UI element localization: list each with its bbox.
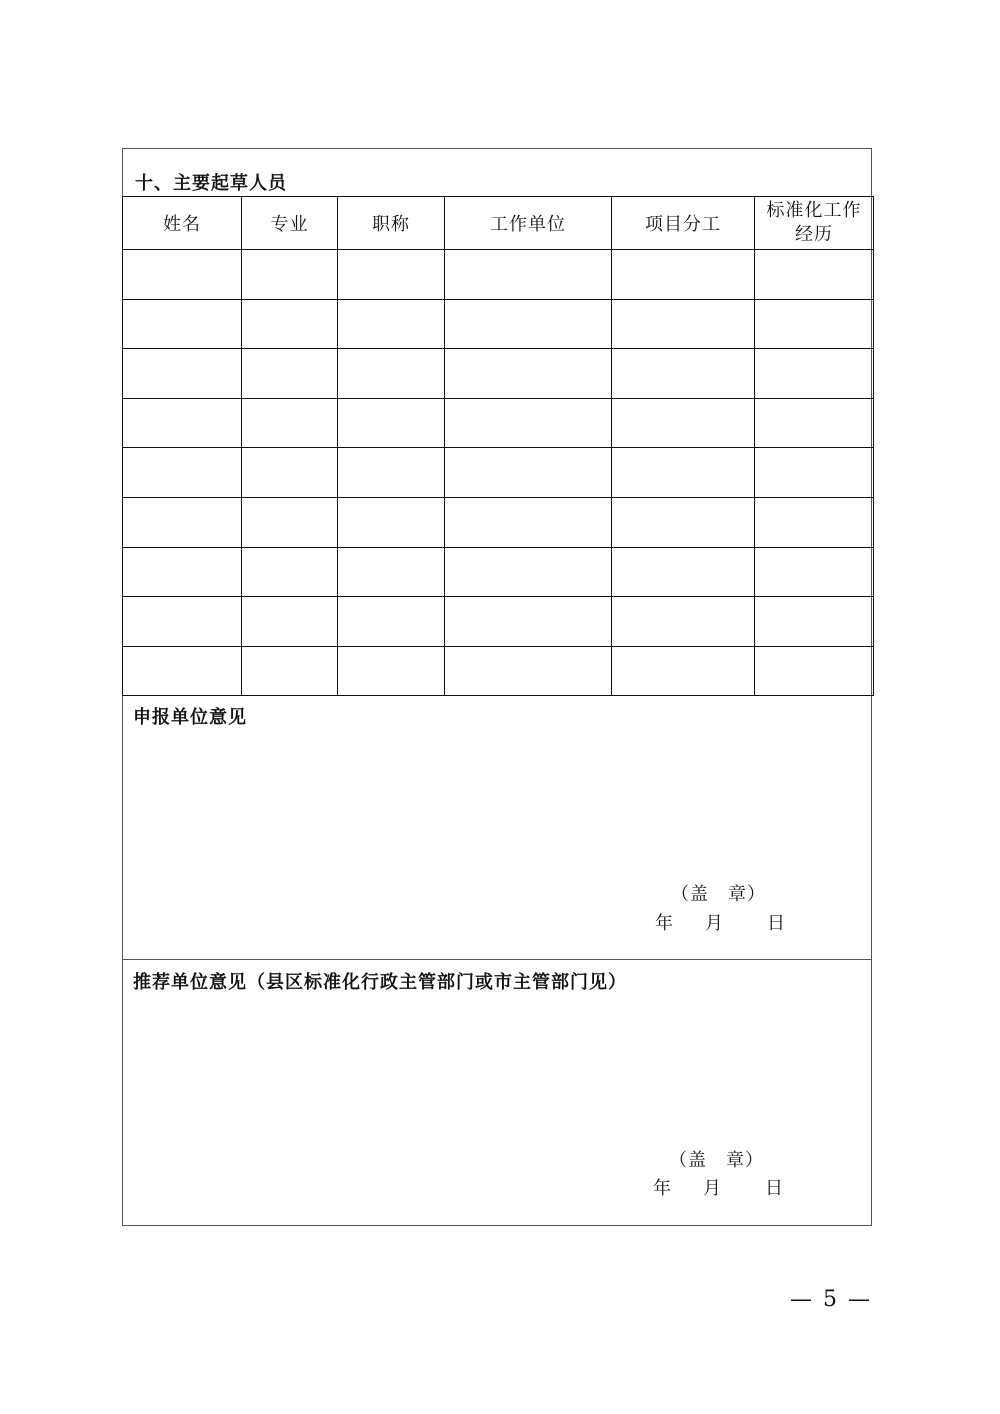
cell[interactable]	[242, 646, 338, 696]
cell[interactable]	[612, 448, 755, 498]
applicant-opinion-title: 申报单位意见	[133, 707, 247, 728]
header-name: 姓名	[123, 197, 242, 250]
cell[interactable]	[445, 448, 612, 498]
cell[interactable]	[123, 250, 242, 300]
cell[interactable]	[612, 299, 755, 349]
cell[interactable]	[242, 349, 338, 399]
month-label: 月	[705, 913, 723, 934]
day-label: 日	[767, 913, 785, 934]
cell[interactable]	[612, 547, 755, 597]
header-experience-line1: 标准化工作	[766, 200, 862, 221]
cell[interactable]	[242, 547, 338, 597]
year-label: 年	[653, 1178, 671, 1199]
cell[interactable]	[338, 646, 445, 696]
table-row	[123, 597, 874, 647]
table-row	[123, 448, 874, 498]
table-row	[123, 398, 874, 448]
table-row	[123, 547, 874, 597]
applicant-seal-label: （盖 章）	[671, 884, 766, 905]
recommender-opinion-section[interactable]	[123, 960, 871, 1226]
cell[interactable]	[612, 349, 755, 399]
cell[interactable]	[338, 398, 445, 448]
cell[interactable]	[242, 398, 338, 448]
recommender-opinion-title: 推荐单位意见（县区标准化行政主管部门或市主管部门见）	[133, 972, 627, 993]
header-project-role: 项目分工	[612, 197, 755, 250]
cell[interactable]	[445, 497, 612, 547]
year-label: 年	[655, 913, 673, 934]
cell[interactable]	[242, 497, 338, 547]
table-row	[123, 349, 874, 399]
cell[interactable]	[242, 597, 338, 647]
cell[interactable]	[123, 349, 242, 399]
cell[interactable]	[755, 547, 874, 597]
cell[interactable]	[445, 299, 612, 349]
cell[interactable]	[123, 398, 242, 448]
table-header-row	[123, 197, 874, 250]
header-standardization-experience	[755, 197, 874, 250]
drafters-table	[122, 196, 874, 696]
cell[interactable]	[445, 597, 612, 647]
cell[interactable]	[123, 299, 242, 349]
cell[interactable]	[123, 547, 242, 597]
cell[interactable]	[612, 398, 755, 448]
cell[interactable]	[338, 349, 445, 399]
table-row	[123, 646, 874, 696]
cell[interactable]	[242, 299, 338, 349]
page-number: — 5 —	[790, 1287, 872, 1312]
applicant-date-line	[655, 909, 785, 935]
cell[interactable]	[338, 250, 445, 300]
cell[interactable]	[338, 299, 445, 349]
cell[interactable]	[338, 597, 445, 647]
cell[interactable]	[338, 448, 445, 498]
header-major: 专业	[242, 197, 338, 250]
cell[interactable]	[445, 547, 612, 597]
cell[interactable]	[445, 646, 612, 696]
cell[interactable]	[242, 448, 338, 498]
cell[interactable]	[123, 646, 242, 696]
cell[interactable]	[755, 646, 874, 696]
header-title: 职称	[338, 197, 445, 250]
cell[interactable]	[612, 250, 755, 300]
cell[interactable]	[755, 250, 874, 300]
header-work-unit: 工作单位	[445, 197, 612, 250]
cell[interactable]	[123, 597, 242, 647]
cell[interactable]	[755, 448, 874, 498]
cell[interactable]	[755, 398, 874, 448]
recommender-date-line	[653, 1174, 783, 1200]
cell[interactable]	[755, 349, 874, 399]
cell[interactable]	[123, 448, 242, 498]
cell[interactable]	[242, 250, 338, 300]
cell[interactable]	[755, 497, 874, 547]
day-label: 日	[765, 1178, 783, 1199]
cell[interactable]	[123, 497, 242, 547]
cell[interactable]	[445, 398, 612, 448]
cell[interactable]	[338, 497, 445, 547]
application-form	[122, 148, 872, 1226]
cell[interactable]	[338, 547, 445, 597]
section-title-drafters: 十、主要起草人员	[135, 173, 287, 194]
table-row	[123, 250, 874, 300]
cell[interactable]	[612, 646, 755, 696]
recommender-seal-label: （盖 章）	[669, 1150, 764, 1171]
cell[interactable]	[445, 349, 612, 399]
applicant-opinion-section[interactable]	[123, 697, 871, 960]
table-row	[123, 299, 874, 349]
cell[interactable]	[612, 497, 755, 547]
cell[interactable]	[755, 597, 874, 647]
cell[interactable]	[445, 250, 612, 300]
cell[interactable]	[612, 597, 755, 647]
header-experience-line2: 经历	[795, 224, 833, 245]
cell[interactable]	[755, 299, 874, 349]
table-row	[123, 497, 874, 547]
month-label: 月	[703, 1178, 721, 1199]
